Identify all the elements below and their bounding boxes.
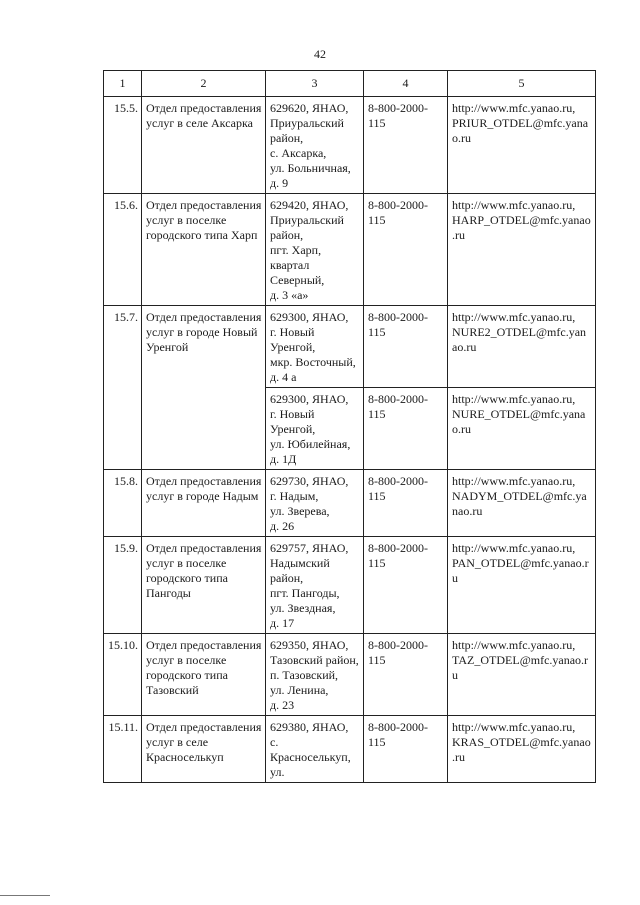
contact-line: http://www.mfc.yanao.ru, [452, 101, 576, 115]
address-line: д. 23 [270, 698, 295, 712]
office-phone: 8-800-2000-115 [364, 470, 448, 537]
address-line: 629420, ЯНАО, [270, 198, 349, 212]
office-address [266, 470, 364, 537]
address-line: район, [270, 571, 304, 585]
address-line: д. 3 «а» [270, 288, 309, 302]
row-number: 15.6. [104, 194, 142, 306]
contact-line: http://www.mfc.yanao.ru, [452, 638, 576, 652]
address-line: г. Надым, [270, 489, 319, 503]
contact-line: http://www.mfc.yanao.ru, [452, 541, 576, 555]
address-line: г. Новый [270, 407, 315, 421]
row-number: 15.7. [104, 306, 142, 470]
scan-edge-line [0, 895, 50, 896]
address-line: ул. [270, 765, 285, 779]
office-contact [448, 194, 596, 306]
office-name: Отдел предоставления услуг в городе Надым [142, 470, 266, 537]
office-contact [448, 388, 596, 470]
address-line: район, [270, 131, 304, 145]
address-line: 629730, ЯНАО, [270, 474, 349, 488]
office-phone: 8-800-2000-115 [364, 194, 448, 306]
page-number: 42 [314, 47, 326, 61]
office-contact [448, 470, 596, 537]
office-name: Отдел предоставления услуг в поселке городского типа Пангоды [142, 537, 266, 634]
row-number: 15.11. [104, 716, 142, 783]
address-line: 629757, ЯНАО, [270, 541, 349, 555]
header-col-5: 5 [448, 71, 596, 97]
address-line: Приуральский [270, 213, 344, 227]
address-line: квартал [270, 258, 310, 272]
address-line: Северный, [270, 273, 325, 287]
contact-line: o.ru [452, 131, 471, 145]
office-contact [448, 306, 596, 388]
contact-line: http://www.mfc.yanao.ru, [452, 198, 576, 212]
address-line: 629620, ЯНАО, [270, 101, 349, 115]
office-contact [448, 97, 596, 194]
address-line: с. Аксарка, [270, 146, 327, 160]
address-line: 629300, ЯНАО, [270, 310, 349, 324]
address-line: мкр. Восточный, [270, 355, 356, 369]
office-name: Отдел предоставления услуг в селе Аксарка [142, 97, 266, 194]
contact-line: NADYM_OTDEL@mfc.ya [452, 489, 587, 503]
table-row [104, 537, 596, 634]
contact-line: HARP_OTDEL@mfc.yanao [452, 213, 591, 227]
contact-line: ao.ru [452, 340, 477, 354]
contact-line: http://www.mfc.yanao.ru, [452, 310, 576, 324]
header-col-4: 4 [364, 71, 448, 97]
address-line: ул. Больничная, [270, 161, 351, 175]
office-name: Отдел предоставления услуг в поселке городского типа Тазовский [142, 634, 266, 716]
contact-line: o.ru [452, 422, 471, 436]
address-line: 629300, ЯНАО, [270, 392, 349, 406]
office-phone: 8-800-2000-115 [364, 97, 448, 194]
contact-line: KRAS_OTDEL@mfc.yanao [452, 735, 591, 749]
contact-line: NURE_OTDEL@mfc.yana [452, 407, 586, 421]
contact-line: TAZ_OTDEL@mfc.yanao.r [452, 653, 589, 667]
address-line: Уренгой, [270, 340, 316, 354]
contact-line: http://www.mfc.yanao.ru, [452, 392, 576, 406]
office-contact [448, 716, 596, 783]
address-line: Приуральский [270, 116, 344, 130]
address-line: д. 17 [270, 616, 295, 630]
table-row [104, 470, 596, 537]
header-col-1: 1 [104, 71, 142, 97]
header-col-2: 2 [142, 71, 266, 97]
offices-table [103, 70, 596, 783]
office-phone: 8-800-2000-115 [364, 306, 448, 388]
office-phone: 8-800-2000-115 [364, 716, 448, 783]
contact-line: nao.ru [452, 504, 483, 518]
address-line: д. 26 [270, 519, 295, 533]
office-address [266, 537, 364, 634]
address-line: 629380, ЯНАО, [270, 720, 349, 734]
table-row [104, 716, 596, 783]
header-col-3: 3 [266, 71, 364, 97]
table-row [104, 634, 596, 716]
address-line: с. [270, 735, 279, 749]
contact-line: u [452, 571, 458, 585]
row-number: 15.10. [104, 634, 142, 716]
address-line: Уренгой, [270, 422, 316, 436]
office-contact [448, 634, 596, 716]
address-line: ул. Звездная, [270, 601, 336, 615]
address-line: пгт. Харп, [270, 243, 322, 257]
contact-line: u [452, 668, 458, 682]
address-line: д. 4 а [270, 370, 297, 384]
contact-line: http://www.mfc.yanao.ru, [452, 720, 576, 734]
office-phone: 8-800-2000-115 [364, 634, 448, 716]
office-address [266, 194, 364, 306]
contact-line: .ru [452, 750, 465, 764]
address-line: Красноселькуп, [270, 750, 351, 764]
table-row [104, 306, 596, 388]
office-name: Отдел предоставления услуг в городе Новый Уренгой [142, 306, 266, 470]
contact-line: PAN_OTDEL@mfc.yanao.r [452, 556, 589, 570]
address-line: д. 9 [270, 176, 289, 190]
address-line: район, [270, 228, 304, 242]
contact-line: NURE2_OTDEL@mfc.yan [452, 325, 587, 339]
address-line: д. 1Д [270, 452, 297, 466]
address-line: 629350, ЯНАО, [270, 638, 349, 652]
office-phone: 8-800-2000-115 [364, 537, 448, 634]
row-number: 15.9. [104, 537, 142, 634]
office-address [266, 716, 364, 783]
address-line: Надымский [270, 556, 330, 570]
table-row [104, 97, 596, 194]
office-address [266, 306, 364, 388]
row-number: 15.5. [104, 97, 142, 194]
table-row [104, 194, 596, 306]
contact-line: PRIUR_OTDEL@mfc.yana [452, 116, 589, 130]
office-contact [448, 537, 596, 634]
office-address [266, 634, 364, 716]
address-line: ул. Зверева, [270, 504, 330, 518]
address-line: г. Новый [270, 325, 315, 339]
address-line: Тазовский район, [270, 653, 359, 667]
office-name: Отдел предоставления услуг в селе Красноселькуп [142, 716, 266, 783]
address-line: ул. Юбилейная, [270, 437, 351, 451]
address-line: пгт. Пангоды, [270, 586, 340, 600]
header-row [104, 71, 596, 97]
address-line: п. Тазовский, [270, 668, 339, 682]
office-phone: 8-800-2000-115 [364, 388, 448, 470]
contact-line: http://www.mfc.yanao.ru, [452, 474, 576, 488]
address-line: ул. Ленина, [270, 683, 329, 697]
office-address [266, 97, 364, 194]
office-name: Отдел предоставления услуг в поселке городского типа Харп [142, 194, 266, 306]
contact-line: .ru [452, 228, 465, 242]
office-address [266, 388, 364, 470]
row-number: 15.8. [104, 470, 142, 537]
